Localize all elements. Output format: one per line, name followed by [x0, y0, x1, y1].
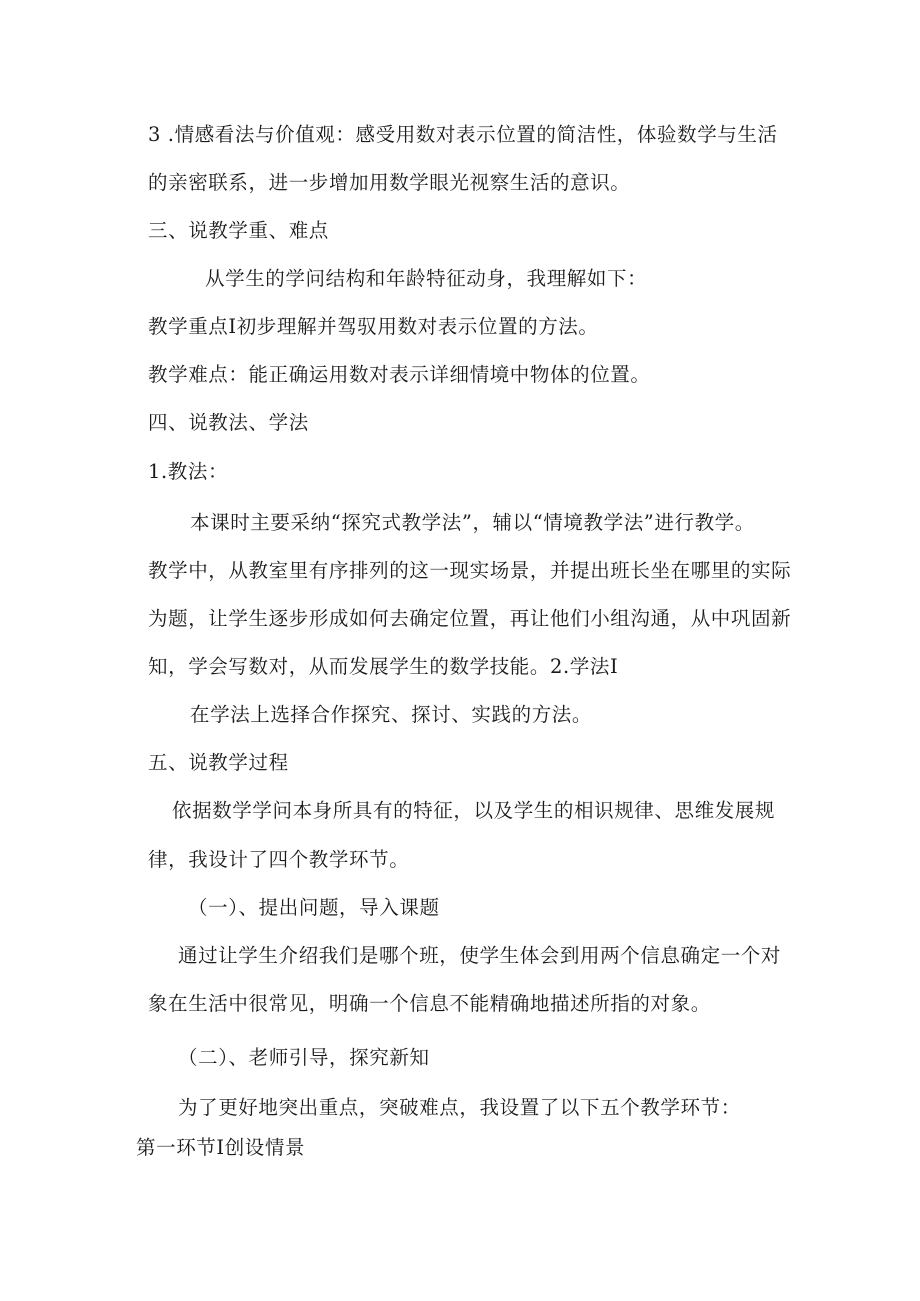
text-line: 教学难点：能正确运用数对表示详细情境中物体的位置。 [148, 363, 651, 386]
text-line: 依据数学学问本身所具有的特征，以及学生的相识规律、思维发展规 [172, 799, 776, 822]
section-heading: 三、说教学重、难点 [148, 219, 329, 242]
section-heading: 四、说教法、学法 [148, 411, 309, 434]
text-line: 象在生活中很常见，明确一个信息不能精确地描述所指的对象。 [148, 992, 711, 1015]
subsection-heading: 1.教法： [148, 460, 229, 483]
text-line: 教学中，从教室里有序排列的这一现实场景，并提出班长坐在哪里的实际 [148, 559, 792, 582]
text-line: 教学重点I初步理解并驾驭用数对表示位置的方法。 [148, 315, 599, 338]
text-line: 律，我设计了四个教学环节。 [148, 848, 410, 871]
subsection-heading: （二）、老师引导，探究新知 [178, 1046, 430, 1069]
text-line: 的亲密联系，进一步增加用数学眼光视察生活的意识。 [148, 171, 631, 194]
text-line: 本课时主要采纳“探究式教学法”，辅以“情境教学法”进行教学。 [190, 511, 755, 534]
section-heading: 五、说教学过程 [148, 751, 289, 774]
text-line: 通过让学生介绍我们是哪个班，使学生体会到用两个信息确定一个对 [178, 944, 782, 967]
subsection-heading: （一）、提出问题，导入课题 [188, 896, 440, 919]
text-line: 知，学会写数对，从而发展学生的数学技能。2.学法I [148, 655, 619, 678]
text-line: 从学生的学问结构和年龄特征动身，我理解如下： [205, 267, 648, 290]
text-line: 3 .情感看法与价值观：感受用数对表示位置的简洁性，体验数学与生活 [148, 123, 778, 146]
text-line: 第一环节I创设情景 [136, 1136, 306, 1159]
text-line: 在学法上选择合作探究、探讨、实践的方法。 [190, 703, 593, 726]
text-line: 为题，让学生逐步形成如何去确定位置，再让他们小组沟通，从中巩固新 [148, 607, 792, 630]
text-line: 为了更好地突出重点，突破难点，我设置了以下五个教学环节： [178, 1096, 741, 1119]
